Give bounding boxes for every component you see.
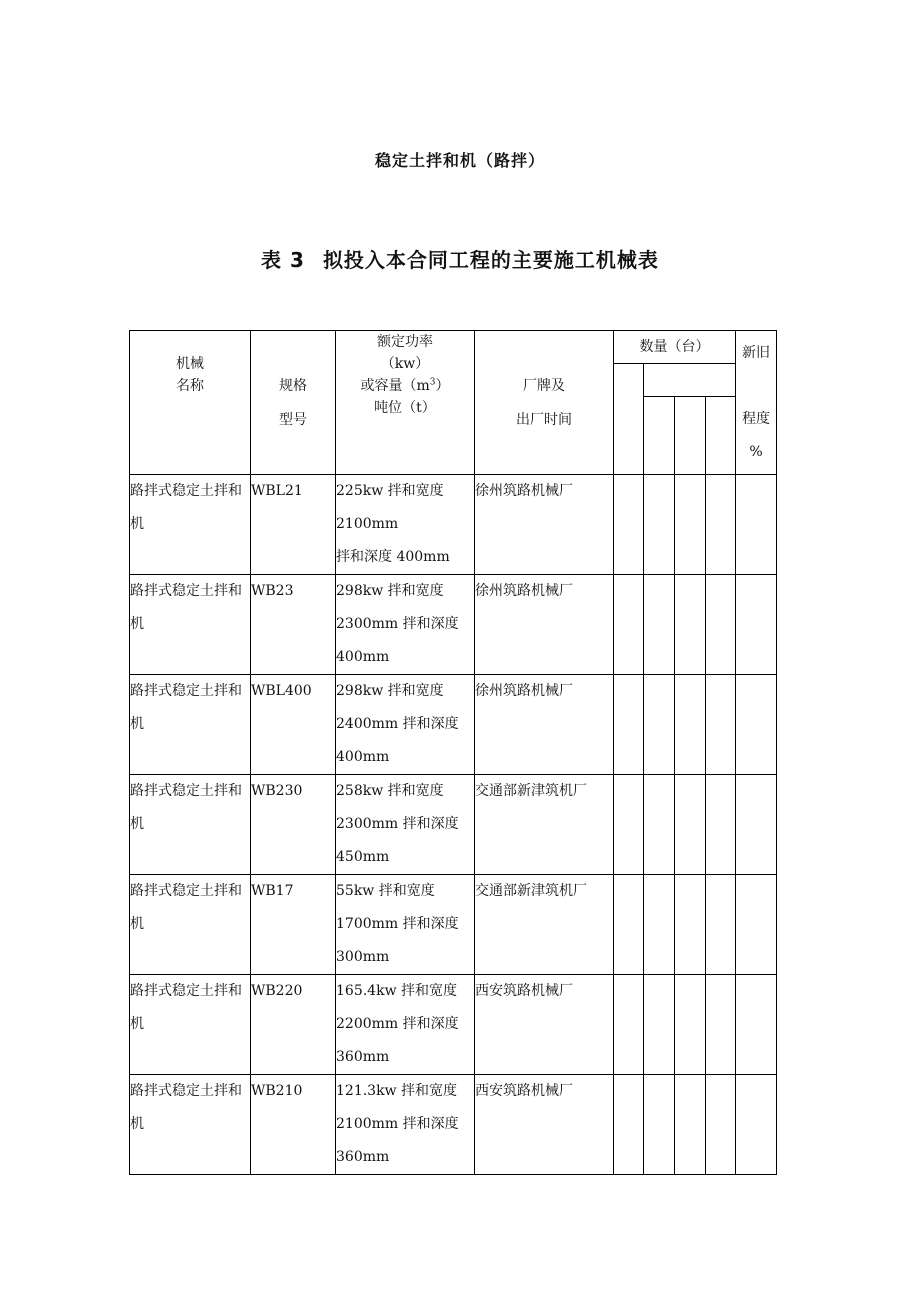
cell-machine-name: 路拌式稳定土拌和机 xyxy=(130,475,251,575)
cell-quantity xyxy=(614,775,644,875)
header-condition-line2: 程度 xyxy=(742,411,770,427)
cell-machine-name: 路拌式稳定土拌和机 xyxy=(130,775,251,875)
header-spec xyxy=(251,331,336,475)
cell-machine-name: 路拌式稳定土拌和机 xyxy=(130,975,251,1075)
table-row xyxy=(130,975,777,1075)
document-subtitle: 稳定土拌和机（路拌） xyxy=(374,151,545,170)
cell-quantity xyxy=(614,475,644,575)
cell-quantity xyxy=(614,975,644,1075)
cell-power: 55kw 拌和宽度 1700mm 拌和深度 300mm xyxy=(336,875,475,975)
quantity-subcell xyxy=(706,397,736,475)
cell-quantity xyxy=(675,775,706,875)
header-factory-line2: 出厂时间 xyxy=(516,412,572,428)
cell-model: WB17 xyxy=(251,875,336,975)
cell-quantity xyxy=(675,1075,706,1175)
cell-factory: 西安筑路机械厂 xyxy=(475,975,614,1075)
cell-power: 298kw 拌和宽度 2400mm 拌和深度 400mm xyxy=(336,675,475,775)
cell-factory: 交通部新津筑机厂 xyxy=(475,775,614,875)
cell-quantity xyxy=(614,575,644,675)
cell-condition xyxy=(736,675,777,775)
header-power-line3-post: ） xyxy=(435,378,450,394)
cell-factory: 徐州筑路机械厂 xyxy=(475,575,614,675)
table-row xyxy=(130,875,777,975)
table-row xyxy=(130,575,777,675)
cell-factory: 交通部新津筑机厂 xyxy=(475,875,614,975)
cell-machine-name: 路拌式稳定土拌和机 xyxy=(130,675,251,775)
cell-condition xyxy=(736,875,777,975)
cell-machine-name: 路拌式稳定土拌和机 xyxy=(130,575,251,675)
table-title xyxy=(0,244,920,273)
cell-factory: 西安筑路机械厂 xyxy=(475,1075,614,1175)
cell-condition xyxy=(736,1075,777,1175)
header-power-line3 xyxy=(336,375,474,397)
cell-quantity xyxy=(644,675,675,775)
cell-condition xyxy=(736,475,777,575)
quantity-subcell xyxy=(644,397,675,475)
cell-model: WB23 xyxy=(251,575,336,675)
header-spec-line2: 型号 xyxy=(279,412,307,428)
quantity-subcell xyxy=(675,397,706,475)
cell-model: WB220 xyxy=(251,975,336,1075)
cell-quantity xyxy=(614,675,644,775)
cell-quantity xyxy=(706,1075,736,1175)
table-number: 表 3 xyxy=(261,248,305,272)
header-factory-line1: 厂牌及 xyxy=(523,378,565,394)
table-row xyxy=(130,475,777,575)
quantity-subcell xyxy=(644,364,736,397)
cell-condition xyxy=(736,775,777,875)
cell-power: 121.3kw 拌和宽度 2100mm 拌和深度 360mm xyxy=(336,1075,475,1175)
header-power xyxy=(336,331,475,475)
cell-condition xyxy=(736,975,777,1075)
table-row xyxy=(130,775,777,875)
cell-quantity xyxy=(706,975,736,1075)
cell-factory: 徐州筑路机械厂 xyxy=(475,475,614,575)
cell-quantity xyxy=(675,675,706,775)
equipment-table xyxy=(129,330,777,1175)
cell-quantity xyxy=(644,775,675,875)
cell-machine-name: 路拌式稳定土拌和机 xyxy=(130,875,251,975)
header-power-line4: 吨位（t） xyxy=(374,400,436,416)
header-condition-line3: % xyxy=(749,444,763,460)
cell-quantity xyxy=(706,875,736,975)
cell-quantity xyxy=(644,475,675,575)
cell-quantity xyxy=(644,1075,675,1175)
header-condition xyxy=(736,331,777,475)
header-power-line1: 额定功率 xyxy=(377,334,433,350)
cell-power: 225kw 拌和宽度 2100mm 拌和深度 400mm xyxy=(336,475,475,575)
cell-quantity xyxy=(706,475,736,575)
quantity-subcell xyxy=(614,364,644,475)
cell-quantity xyxy=(706,775,736,875)
cell-power: 165.4kw 拌和宽度 2200mm 拌和深度 360mm xyxy=(336,975,475,1075)
header-quantity: 数量（台） xyxy=(614,331,736,364)
cell-quantity xyxy=(644,575,675,675)
cell-power: 298kw 拌和宽度 2300mm 拌和深度 400mm xyxy=(336,575,475,675)
cell-model: WBL21 xyxy=(251,475,336,575)
cell-machine-name: 路拌式稳定土拌和机 xyxy=(130,1075,251,1175)
cell-quantity xyxy=(675,875,706,975)
cell-model: WB210 xyxy=(251,1075,336,1175)
header-row xyxy=(130,331,777,364)
header-name-line2: 名称 xyxy=(176,378,204,394)
header-power-line3-sup: 3 xyxy=(429,377,436,388)
header-factory xyxy=(475,331,614,475)
cell-quantity xyxy=(706,675,736,775)
cell-quantity xyxy=(644,875,675,975)
header-name-line1: 机械 xyxy=(176,356,204,372)
cell-quantity xyxy=(706,575,736,675)
cell-quantity xyxy=(675,575,706,675)
table-row xyxy=(130,675,777,775)
cell-condition xyxy=(736,575,777,675)
cell-quantity xyxy=(644,975,675,1075)
header-spec-line1: 规格 xyxy=(279,378,307,394)
cell-quantity xyxy=(675,475,706,575)
table-row xyxy=(130,1075,777,1175)
table-title-text: 拟投入本合同工程的主要施工机械表 xyxy=(322,248,659,272)
cell-power: 258kw 拌和宽度 2300mm 拌和深度 450mm xyxy=(336,775,475,875)
header-power-line3-pre: 或容量（m xyxy=(360,378,430,394)
cell-factory: 徐州筑路机械厂 xyxy=(475,675,614,775)
header-power-line2: （kw） xyxy=(380,356,430,372)
cell-quantity xyxy=(614,875,644,975)
cell-quantity xyxy=(675,975,706,1075)
header-name xyxy=(130,331,251,475)
header-condition-line1: 新旧 xyxy=(742,345,770,361)
cell-quantity xyxy=(614,1075,644,1175)
cell-model: WB230 xyxy=(251,775,336,875)
cell-model: WBL400 xyxy=(251,675,336,775)
